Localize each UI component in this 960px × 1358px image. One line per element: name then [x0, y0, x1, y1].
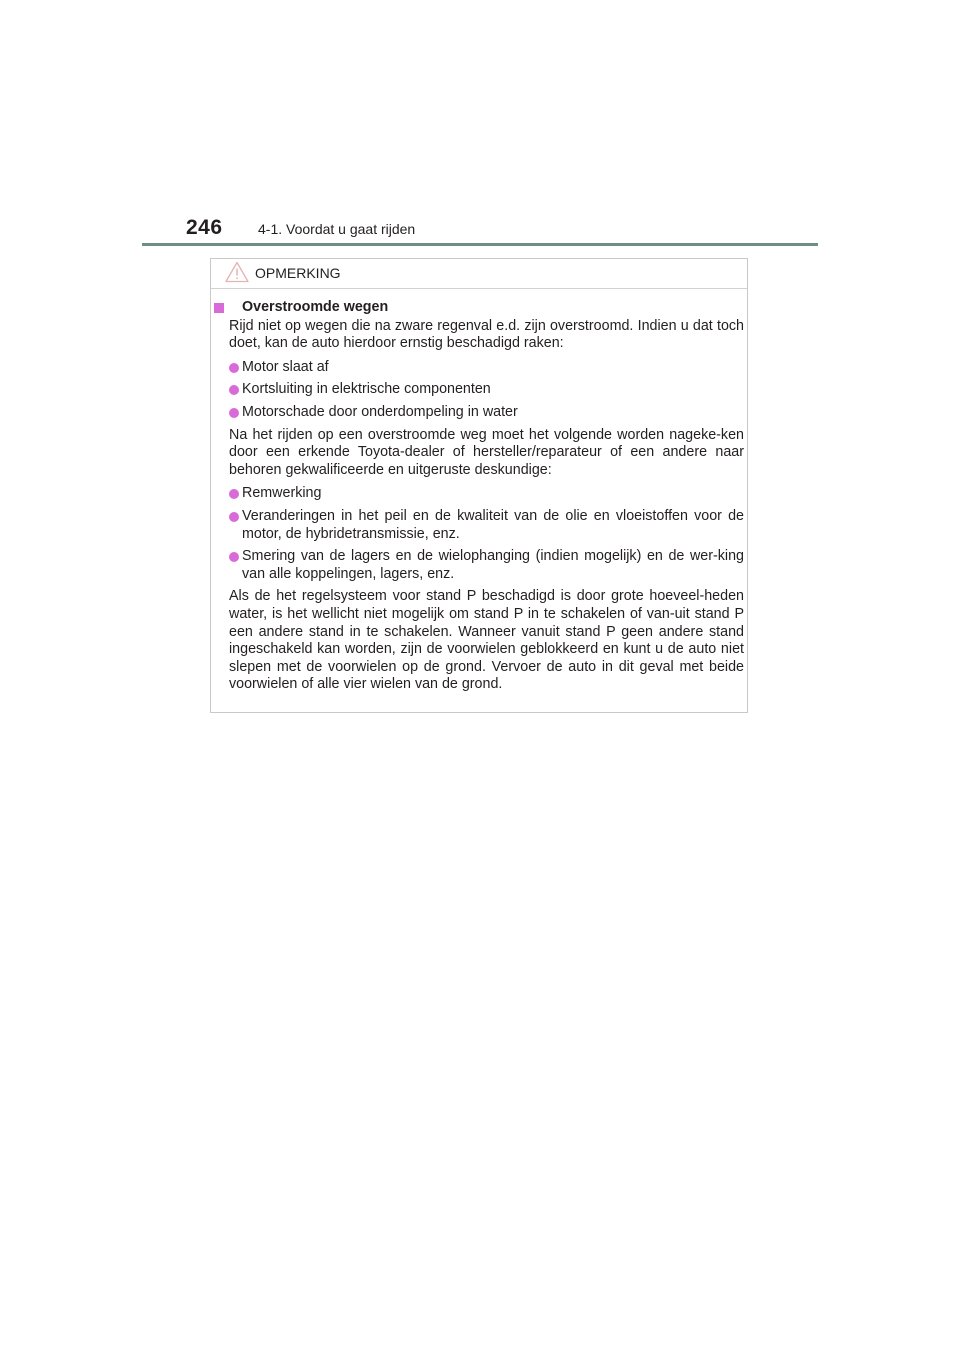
list-item [211, 508, 749, 543]
notice-title: OPMERKING [255, 265, 341, 281]
intro-paragraph: Rijd niet op wegen die na zware regenval e.d. zijn overstroomd. Indien u dat toch doet, kan de auto hierdoor ernstig beschadigd raken: [229, 317, 744, 352]
list-item-text: Remwerking [242, 485, 322, 502]
notice-heading [211, 299, 749, 317]
inspection-paragraph: Na het rijden op een overstroomde weg moet het volgende worden nageke-ken door een erkende Toyota-dealer of hersteller/reparateur of een andere naar behoren gekwalificeerde en uitgeruste deskundige: [229, 426, 744, 478]
list-item-text: Veranderingen in het peil en de kwaliteit van de olie en vloeistoffen voor de motor, de hybridetransmissie, enz. [242, 507, 744, 542]
bullet-dot-icon [229, 552, 239, 562]
bullet-dot-icon [229, 408, 239, 418]
section-title: 4-1. Voordat u gaat rijden [258, 221, 416, 237]
header-rule [142, 243, 818, 246]
heading-text: Overstroomde wegen [242, 299, 389, 315]
list-item-text: Kortsluiting in elektrische componenten [242, 381, 491, 398]
warning-triangle-icon [225, 261, 249, 283]
list-item-text: Smering van de lagers en de wielophanging (indien mogelijk) en de wer-king van alle koppelingen, lagers, enz. [242, 548, 744, 582]
bullet-dot-icon [229, 489, 239, 499]
list-item [211, 381, 749, 399]
closing-paragraph: Als de het regelsysteem voor stand P beschadigd is door grote hoeveel-heden water, is het wellicht niet mogelijk om stand P in te schakelen of van-uit stand P een andere stand in te schakelen. Wanneer vanuit stand P geen andere stand ingeschakeld kan worden, zijn de voorwielen geblokkeerd en kunt u de auto niet slepen met de voorwielen op de grond. Vervoer de auto in dit geval met beide voorwielen of alle vier wielen van de grond. [229, 588, 744, 693]
notice-header [211, 259, 747, 289]
list-item-text: Motor slaat af [242, 358, 329, 375]
bullet-dot-icon [229, 512, 239, 522]
list-item [211, 404, 749, 422]
notice-box [210, 258, 748, 713]
list-item [211, 359, 749, 377]
list-item [211, 548, 749, 583]
square-bullet-icon [214, 303, 224, 313]
list-item [211, 485, 749, 503]
bullet-dot-icon [229, 385, 239, 395]
list-item-text: Motorschade door onderdompeling in water [242, 403, 518, 420]
page-number: 246 [186, 216, 223, 239]
bullet-dot-icon [229, 363, 239, 373]
notice-body [211, 299, 749, 694]
